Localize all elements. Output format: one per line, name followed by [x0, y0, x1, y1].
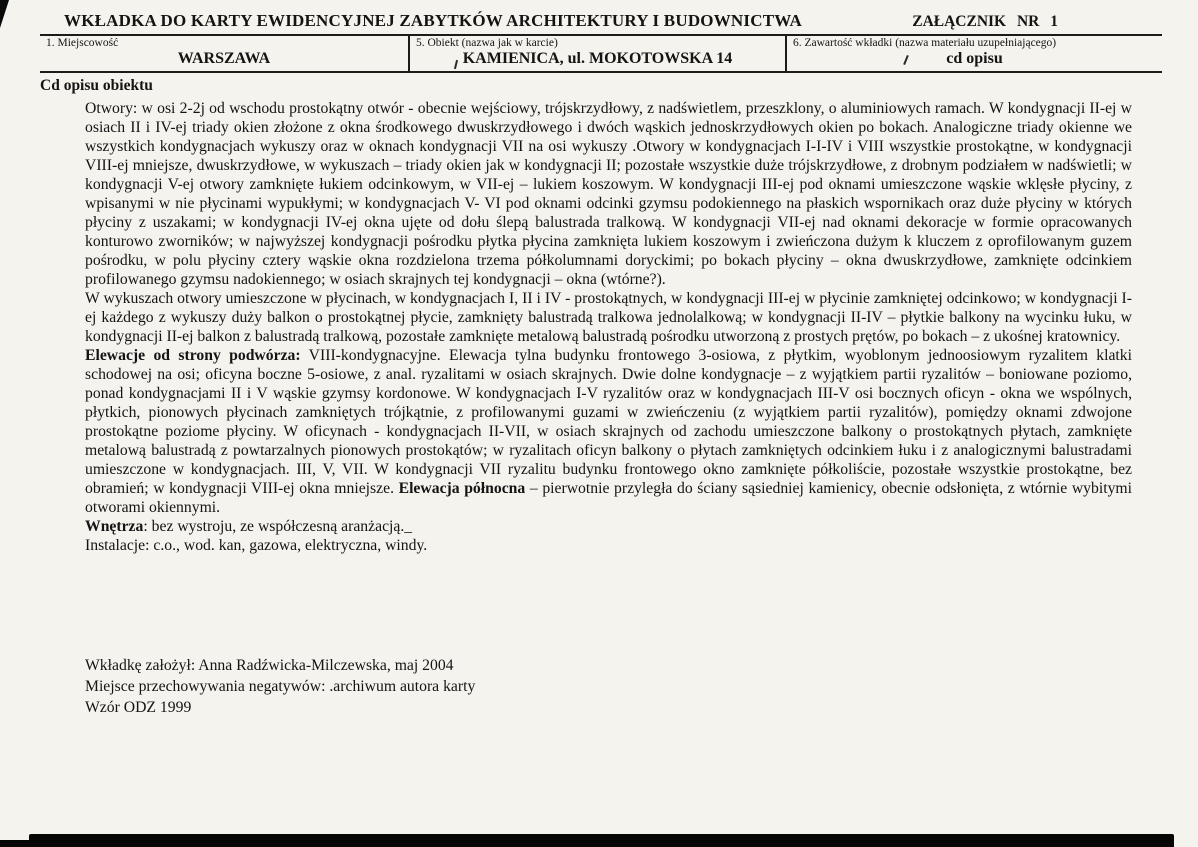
scan-artifact-bottom-left	[0, 840, 34, 847]
field-label-zawartosc: 6. Zawartość wkładki (nazwa materiału uzupełniającego)	[793, 37, 1057, 49]
paragraph-bold-lead: Elewacje od strony podwórza:	[85, 347, 301, 364]
document-header	[0, 0, 1198, 34]
field-value-zawartosc: cd opisu	[946, 50, 1003, 67]
document-footer	[0, 655, 1198, 718]
paragraph	[85, 289, 1132, 346]
field-cell-zawartosc	[785, 36, 1162, 71]
annex-label: ZAŁĄCZNIK NR 1	[912, 13, 1058, 30]
header-fields-table	[40, 34, 1162, 73]
paragraph-text: Otwory: w osi 2-2j od wschodu prostokątny otwór - obecnie wejściowy, trójskrzydłowy, z nadświetlem, przeszklony, o aluminiowych ramach. W kondygnacji II-ej w osiach II i IV-ej triady okien złożone z okna środkowego dwuskrzydłowego i dwóch wąskich jednoskrzydłowych okien po bokach. Analogiczne triady okienne we wszystkich kondygnacjach wykuszy oraz w oknach kondygnacji VII na osi wykuszy .Otwory w kondygnacjach I-I-IV i VIII wszystkie prostokątne, w kondygnacji VIII-ej mniejsze, dwuskrzydłowe, w wykuszach – triady okien jak w kondygnacji II; pozostałe wszystkie duże trójskrzydłowe, z drobnym podziałem w nadświetli; w kondygnacji V-ej otwory zamknięte łukiem odcinkowym, w VII-ej – lukiem koszowym. W kondygnacji III-ej pod oknami umieszczone wąskie wklęsłe płyciny, z wpisanymi w nie płycinami wypukłymi; w kondygnacjach V- VI pod oknami odcinki gzymsu podokiennego na płaskich wspornikach oraz duże płyciny w których płyciny z uszakami; w kondygnacji IV-ej okna ujęte od dołu ślepą balustrada tralkową. W kondygnacji VII-ej nad oknami dekoracje w formie opracowanych konturowo zworników; w najwyższej kondygnacji pośrodku płytka płycina zamknięta lukiem koszowym i zwieńczona dużym k kluczem z oprofilowanym guzem pośrodku, w polu płyciny cztery wąskie okna rozdzielona trzema półkolumnami doryckimi; po bokach płyciny – okna dwuskrzydłowe, zamknięte odcinkiem profilowanego gzymsu nadokiennego; w osiach skrajnych tej kondygnacji – okna (wtórne?).	[85, 100, 1132, 288]
paragraph	[85, 346, 1132, 517]
scan-artifact-top-left	[0, 0, 9, 28]
paragraph-text: – pierwotnie przyległa do ściany sąsiedniej kamienicy, obecnie odsłonięta, z wtórnie wybitymi otworami okiennymi.	[85, 480, 1132, 516]
paragraph-text: : bez wystroju, ze współczesną aranżacją._	[143, 518, 413, 535]
field-value-obiekt: KAMIENICA, ul. MOKOTOWSKA 14	[462, 50, 733, 67]
paragraph	[85, 536, 1132, 555]
document-body	[0, 98, 1198, 555]
field-cell-obiekt	[408, 36, 785, 71]
paragraph-text: W wykuszach otwory umieszczone w płycinach, w kondygnacjach I, II i IV - prostokątnych, w kondygnacji III-ej w płycinie zamkniętej odcinkowo; w kondygnacji I-ej każdego z wykuszy duży balkon o prostokątnej płycie, zamknięty balustradą tralkowa jednolalkową; w kondygnacji II-IV – płytkie balkony na wycinku łuku, w kondygnacji II-ej balkon z balustradą tralkową, pozostałe zamknięte metalową balustradą pośrodku utworzoną z prostych prętów, po bokach – z ukośnej kratownicy.	[85, 290, 1132, 345]
paragraph-bold-lead: Elewacja północna	[398, 480, 526, 497]
footer-line: Wkładkę założył: Anna Radźwicka-Milczewska, maj 2004	[85, 657, 454, 674]
scan-artifact-bottom-bar	[29, 834, 1174, 847]
section-heading: Cd opisu obiektu	[40, 77, 153, 94]
field-label-miejscowosc: 1. Miejscowość	[46, 37, 119, 49]
footer-line: Wzór ODZ 1999	[85, 699, 192, 716]
field-cell-miejscowosc	[40, 36, 408, 71]
document-title: WKŁADKA DO KARTY EWIDENCYJNEJ ZABYTKÓW ARCHITEKTURY I BUDOWNICTWA	[64, 11, 803, 30]
field-label-obiekt: 5. Obiekt (nazwa jak w karcie)	[416, 37, 558, 49]
footer-line: Miejsce przechowywania negatywów: .archiwum autora karty	[85, 678, 476, 695]
field-value-miejscowosc: WARSZAWA	[177, 50, 271, 67]
paragraph	[85, 517, 1132, 536]
paragraph	[85, 99, 1132, 289]
paragraph-text: Instalacje: c.o., wod. kan, gazowa, elektryczna, windy.	[85, 537, 428, 554]
paragraph-bold-lead: Wnętrza	[85, 518, 144, 535]
paragraph-text: VIII-kondygnacyjne. Elewacja tylna budynku frontowego 3-osiowa, z płytkim, wyoblonym jednoosiowym ryzalitem klatki schodowej na osi; oficyna boczne 5-osiowe, z anal. ryzalitami w osiach skrajnych. Dwie dolne kondygnacje – z wyjątkiem partii ryzalitów – boniowane poziomo, ponad kondygnacjami II i V wąskie gzymsy kordonowe. W kondygnacjach I-V ryzalitów oraz w kondygnacjach III-V osi bocznych oficyn - okna we wspólnych, płytkich, pionowych płycinach zamkniętych trójkątnie, z profilowanymi guzami w zwieńczeniu (z wyjątkiem partii ryzalitów), pomiędzy oknami zdwojone prostokątne poziome płyciny. W oficynach - kondygnacjach II-VII, w osiach skrajnych od zachodu umieszczone balkony o prostokątnych płytach, zamknięte metalową balustradą z powtarzalnych pionowych prostokątów; w ryzalitach oficyn balkony o płytach zamkniętych odcinkiem łuku i z analogicznymi balustradami umieszczone w kondygnacjach. III, V, VII. W kondygnacji VII ryzalitu budynku frontowego okno zamknięte półkoliście, pozostałe wszystkie prostokątne, bez obramień; w kondygnacji VIII-ej okna mniejsze.	[85, 347, 1132, 497]
